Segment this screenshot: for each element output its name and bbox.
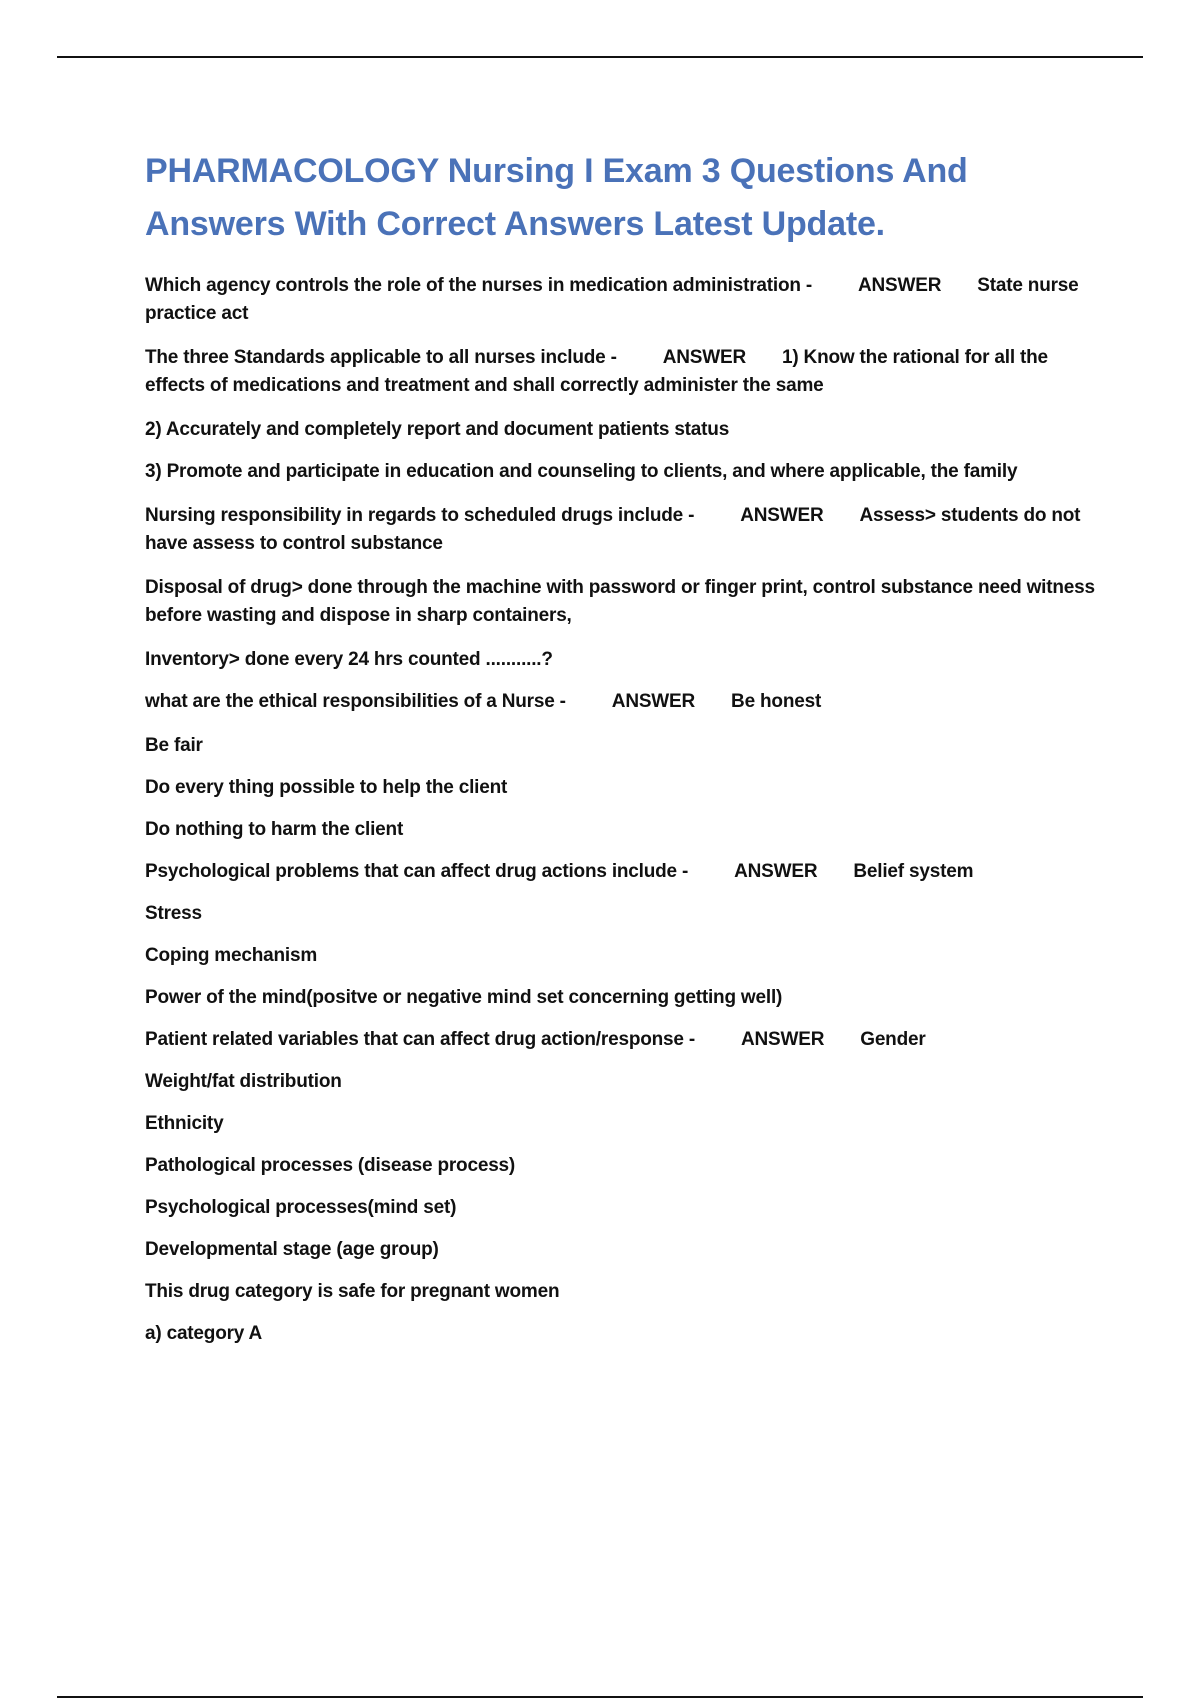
answer-label: ANSWER bbox=[662, 347, 746, 368]
answer-label: ANSWER bbox=[740, 505, 824, 526]
answer-text: Gender bbox=[860, 1029, 926, 1050]
question-text: Nursing responsibility in regards to scheduled drugs include - bbox=[145, 505, 695, 526]
answer-line: Do nothing to harm the client bbox=[145, 819, 404, 840]
answer-line: Inventory> done every 24 hrs counted ...........? bbox=[145, 649, 553, 670]
answer-text: Assess> students do not have assess to control substance bbox=[145, 505, 1081, 554]
answer-label: ANSWER bbox=[734, 861, 818, 882]
document-body bbox=[145, 145, 1095, 1362]
question-text: what are the ethical responsibilities of a Nurse - bbox=[145, 691, 566, 712]
answer-label: ANSWER bbox=[611, 691, 696, 712]
answer-text: Be honest bbox=[731, 691, 822, 712]
answer-line: Do every thing possible to help the client bbox=[145, 777, 508, 798]
bottom-rule bbox=[57, 1696, 1143, 1698]
question-text: Which agency controls the role of the nurses in medication administration - bbox=[145, 275, 812, 296]
qa-item bbox=[145, 688, 1095, 716]
question-line: This drug category is safe for pregnant women bbox=[145, 1281, 560, 1302]
question-text: The three Standards applicable to all nurses include - bbox=[145, 347, 617, 368]
answer-line: Be fair bbox=[145, 735, 203, 756]
answer-line: Power of the mind(positve or negative mind set concerning getting well) bbox=[145, 987, 783, 1008]
answer-line: Disposal of drug> done through the machine with password or finger print, control substance need witness before wasting and dispose in sharp containers, bbox=[145, 577, 1095, 626]
answer-line: 3) Promote and participate in education and counseling to clients, and where applicable, the family bbox=[145, 461, 1018, 482]
option-line: a) category A bbox=[145, 1323, 263, 1344]
answer-label: ANSWER bbox=[740, 1029, 825, 1050]
qa-item bbox=[145, 502, 1095, 558]
document-title: PHARMACOLOGY Nursing I Exam 3 Questions And Answers With Correct Answers Latest Update. bbox=[145, 152, 968, 243]
answer-line: Stress bbox=[145, 903, 202, 924]
answer-line: Psychological processes(mind set) bbox=[145, 1197, 457, 1218]
answer-text: State nurse practice act bbox=[145, 275, 1079, 324]
qa-item bbox=[145, 1026, 1095, 1054]
answer-line: Ethnicity bbox=[145, 1113, 224, 1134]
answer-label: ANSWER bbox=[858, 275, 942, 296]
answer-line: Weight/fat distribution bbox=[145, 1071, 342, 1092]
answer-text: 1) Know the rational for all the effects of medications and treatment and shall correctly administer the same bbox=[145, 347, 1048, 396]
qa-item bbox=[145, 858, 1095, 886]
answer-line: 2) Accurately and completely report and document patients status bbox=[145, 419, 730, 440]
top-rule bbox=[57, 56, 1143, 58]
question-text: Psychological problems that can affect drug actions include - bbox=[145, 861, 689, 882]
answer-line: Coping mechanism bbox=[145, 945, 318, 966]
qa-item bbox=[145, 272, 1095, 328]
answer-text: Belief system bbox=[853, 861, 974, 882]
question-text: Patient related variables that can affect drug action/response - bbox=[145, 1029, 695, 1050]
answer-line: Developmental stage (age group) bbox=[145, 1239, 439, 1260]
answer-line: Pathological processes (disease process) bbox=[145, 1155, 516, 1176]
qa-item bbox=[145, 344, 1095, 400]
